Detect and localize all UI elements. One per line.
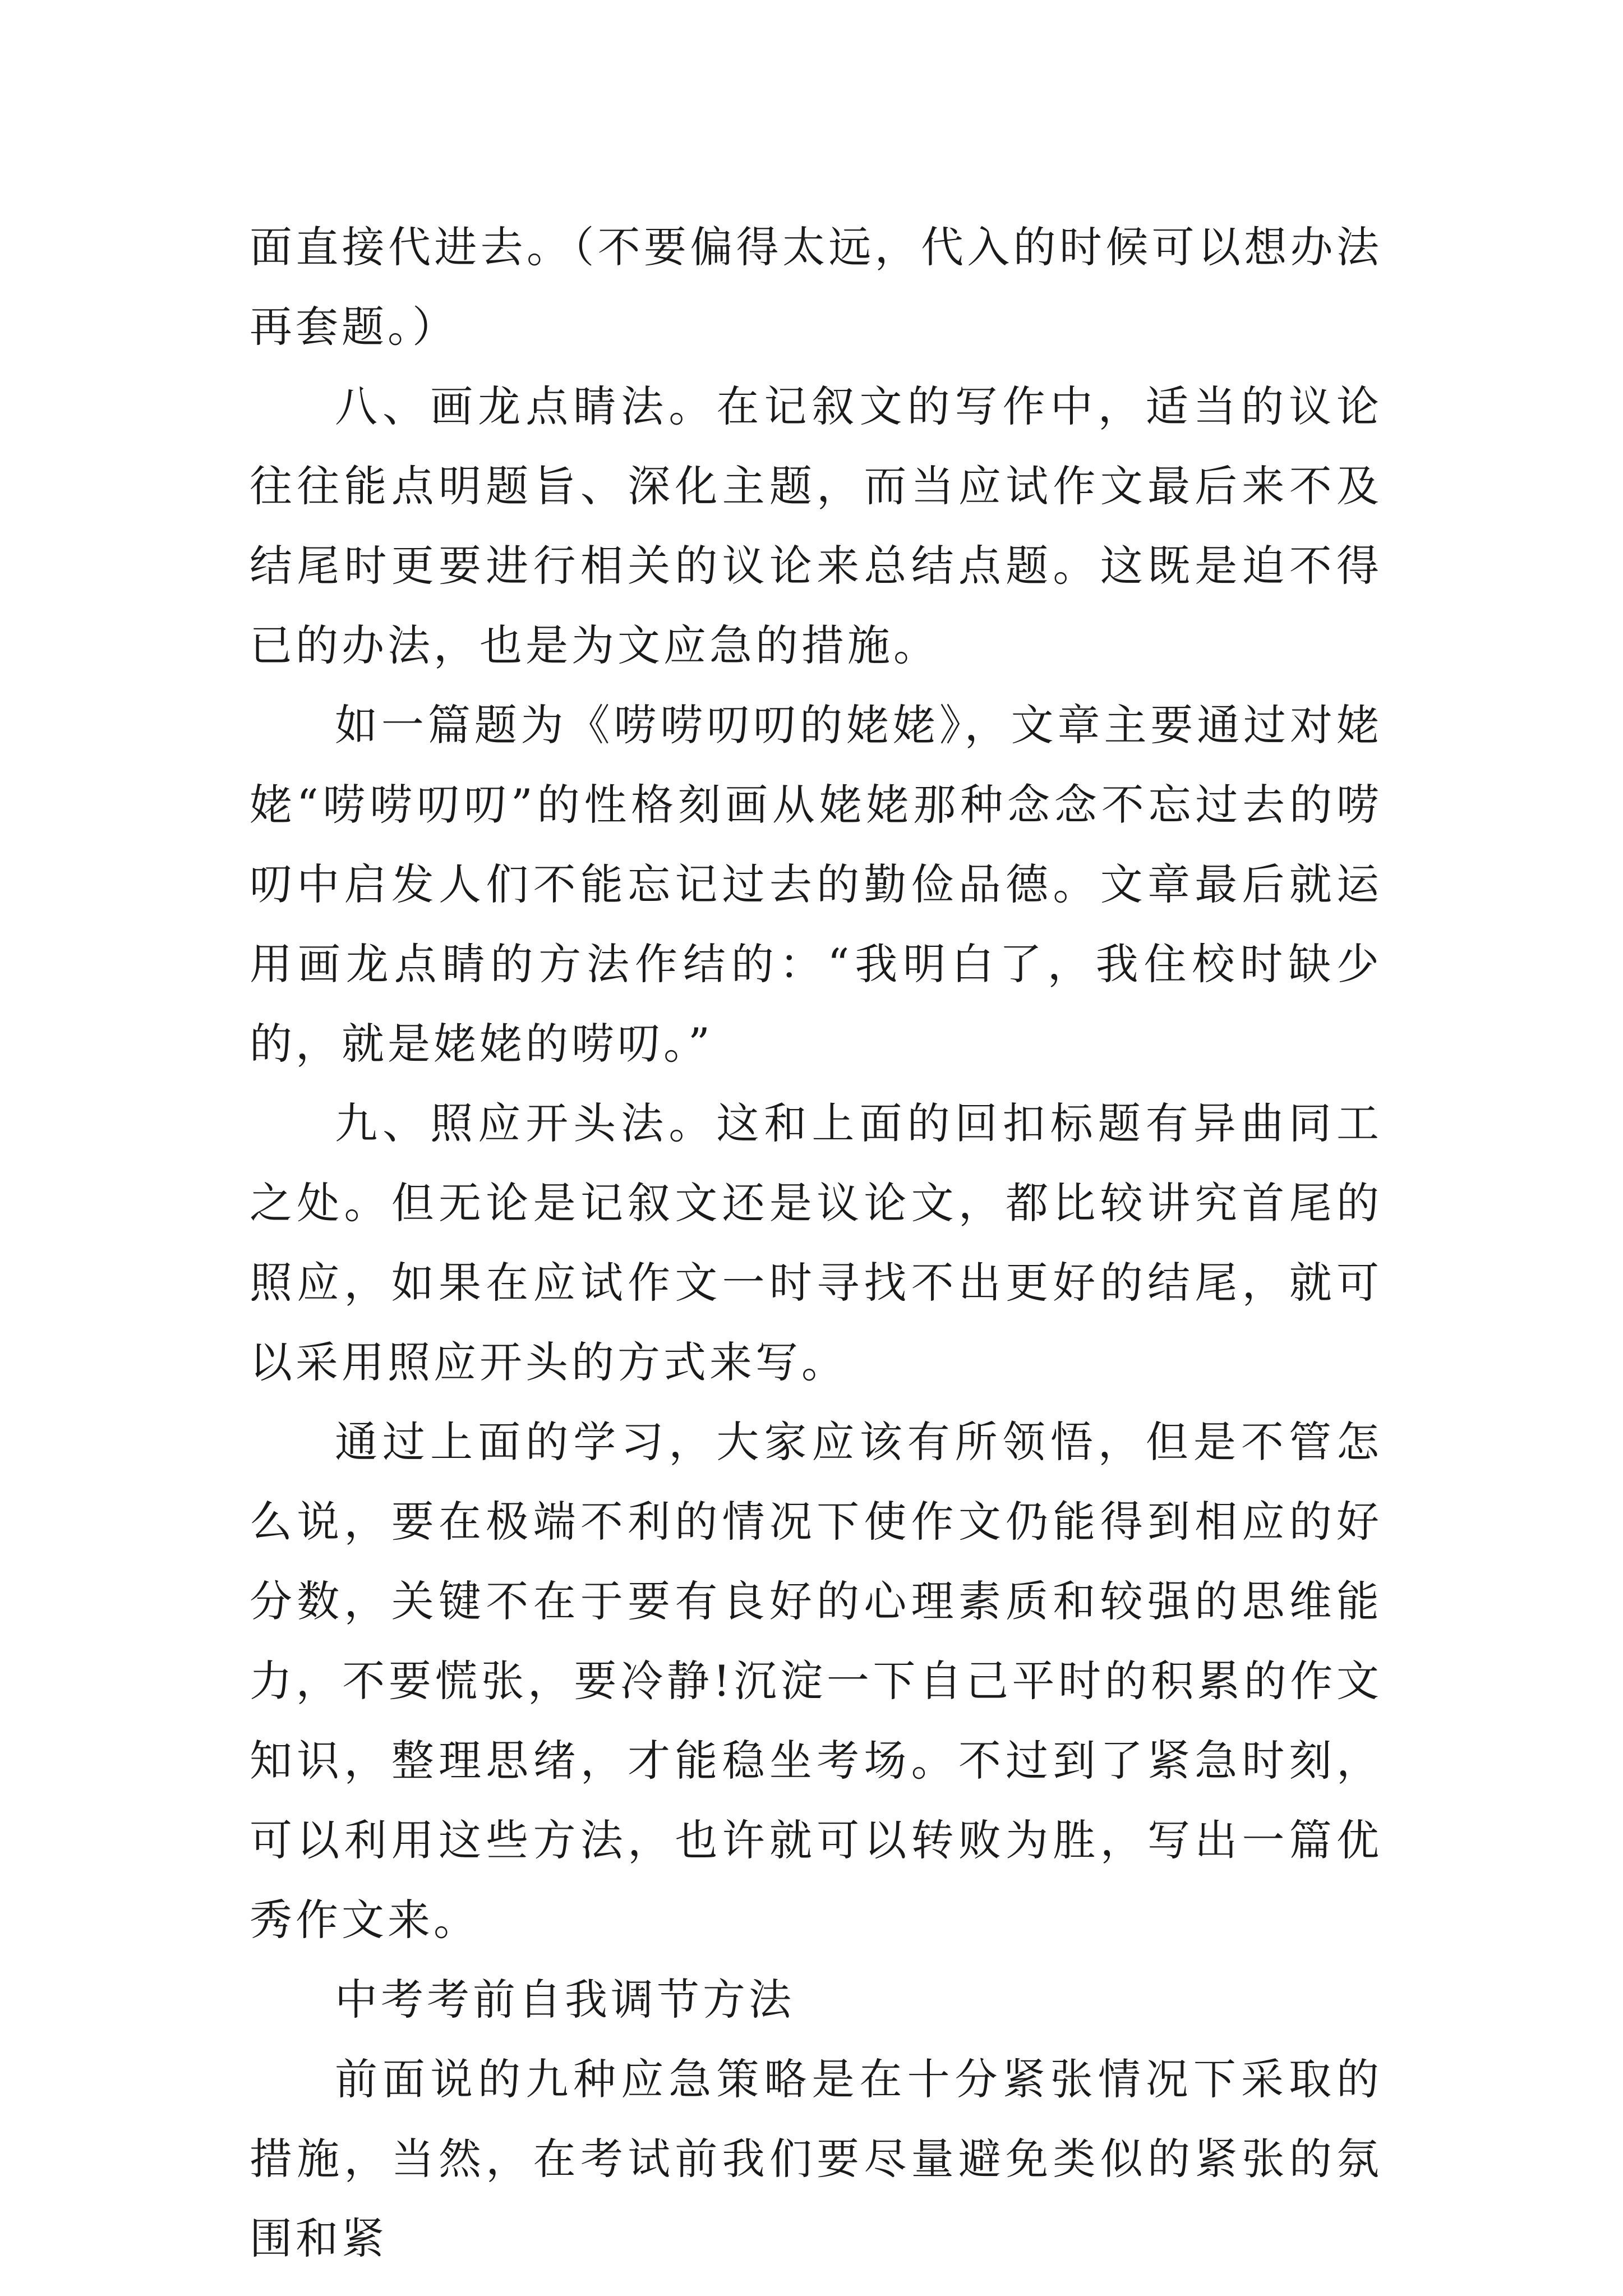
paragraph-intro: 前面说的九种应急策略是在十分紧张情况下采取的措施，当然，在考试前我们要尽量避免类似的紧张的氛围和紧 — [250, 2054, 1382, 2263]
paragraph-summary: 通过上面的学习，大家应该有所领悟，但是不管怎么说，要在极端不利的情况下使作文仍能得到相应的好分数，关键不在于要有良好的心理素质和较强的思维能力，不要慌张，要冷静!沉淀一下自己平时的积累的作文知识，整理思绪，才能稳坐考场。不过到了紧急时刻，可以利用这些方法，也许就可以转败为胜，写出一篇优秀作文来。 — [250, 1417, 1382, 1945]
section-heading: 中考考前自我调节方法 — [335, 1975, 795, 2024]
paragraph-method-eight: 八、画龙点睛法。在记叙文的写作中，适当的议论往往能点明题旨、深化主题，而当应试作文最后来不及结尾时更要进行相关的议论来总结点题。这既是迫不得已的办法，也是为文应急的措施。 — [250, 381, 1382, 670]
paragraph-example: 如一篇题为《唠唠叨叨的姥姥》，文章主要通过对姥姥“唠唠叨叨”的性格刻画从姥姥那种念念不忘过去的唠叨中启发人们不能忘记过去的勤俭品德。文章最后就运用画龙点睛的方法作结的：“我明白了，我住校时缺少的，就是姥姥的唠叨。” — [250, 700, 1382, 1069]
paragraph-continuation: 面直接代进去。（不要偏得太远，代入的时候可以想办法再套题。） — [250, 222, 1382, 352]
document-body — [250, 208, 1382, 2279]
paragraph-method-nine: 九、照应开头法。这和上面的回扣标题有异曲同工之处。但无论是记叙文还是议论文，都比较讲究首尾的照应，如果在应试作文一时寻找不出更好的结尾，就可以采用照应开头的方式来写。 — [250, 1098, 1382, 1387]
